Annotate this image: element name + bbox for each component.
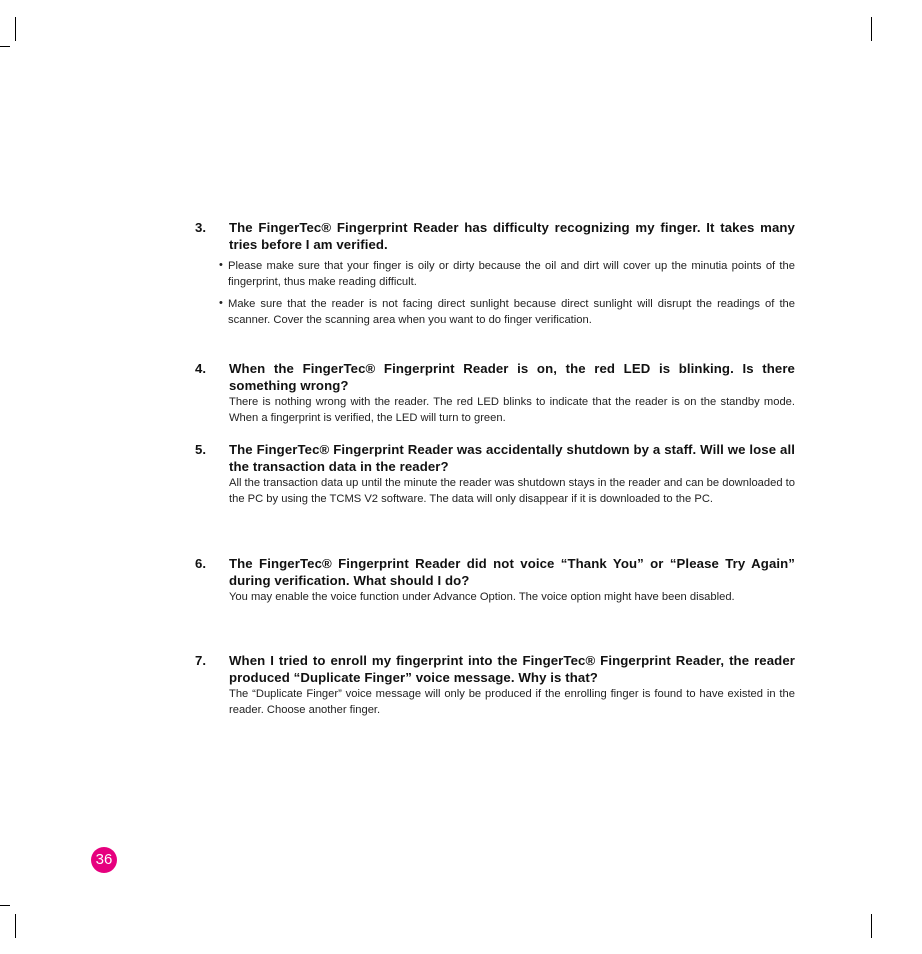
faq-item-4 bbox=[195, 361, 795, 427]
faq-item-5 bbox=[195, 442, 795, 508]
question-text: The FingerTec® Fingerprint Reader has difficulty recognizing my finger. It takes many tries before I am verified. bbox=[229, 220, 795, 252]
answer-text: The “Duplicate Finger” voice message will only be produced if the enrolling finger is found to have existed in the reader. Choose another finger. bbox=[229, 688, 795, 717]
question-number: 5. bbox=[195, 442, 207, 457]
answer-bullet bbox=[219, 296, 795, 329]
crop-mark bbox=[0, 905, 10, 906]
answer-bullets bbox=[219, 258, 795, 328]
question-text: The FingerTec® Fingerprint Reader was accidentally shutdown by a staff. Will we lose all the transaction data in the reader? bbox=[229, 442, 795, 474]
page-number-badge: 36 bbox=[91, 847, 117, 873]
answer-text: All the transaction data up until the minute the reader was shutdown stays in the reader and can be downloaded to the PC by using the TCMS V2 software. The data will only disappear if it is downloaded to the PC. bbox=[229, 477, 795, 506]
question-number: 3. bbox=[195, 220, 207, 235]
bullet-icon: • bbox=[219, 296, 223, 309]
crop-mark bbox=[15, 17, 16, 41]
crop-mark bbox=[871, 914, 872, 938]
faq-item-7 bbox=[195, 653, 795, 719]
answer-text: You may enable the voice function under Advance Option. The voice option might have been disabled. bbox=[229, 591, 735, 603]
crop-mark bbox=[15, 914, 16, 938]
question-heading bbox=[195, 653, 795, 686]
crop-mark bbox=[871, 17, 872, 41]
answer-text: There is nothing wrong with the reader. The red LED blinks to indicate that the reader is on the standby mode. When a fingerprint is verified, the LED will turn to green. bbox=[229, 396, 795, 425]
question-text: When the FingerTec® Fingerprint Reader is on, the red LED is blinking. Is there something wrong? bbox=[229, 361, 795, 393]
question-number: 4. bbox=[195, 361, 207, 376]
bullet-text: Please make sure that your finger is oily or dirty because the oil and dirt will cover up the minutia points of the fingerprint, thus make reading difficult. bbox=[228, 260, 795, 289]
answer-bullet bbox=[219, 258, 795, 291]
bullet-icon: • bbox=[219, 259, 223, 271]
faq-item-6 bbox=[195, 556, 795, 605]
question-heading bbox=[195, 361, 795, 394]
question-heading bbox=[195, 220, 795, 253]
crop-mark bbox=[0, 46, 10, 47]
question-heading bbox=[195, 442, 795, 475]
bullet-text: Make sure that the reader is not facing direct sunlight because direct sunlight will disrupt the readings of the scanner. Cover the scanning area when you want to do finger verification. bbox=[228, 297, 795, 326]
faq-item-3 bbox=[195, 220, 795, 333]
question-heading bbox=[195, 556, 795, 589]
question-number: 7. bbox=[195, 653, 207, 668]
question-text: When I tried to enroll my fingerprint into the FingerTec® Fingerprint Reader, the reader produced “Duplicate Finger” voice message. Why is that? bbox=[229, 653, 795, 685]
question-number: 6. bbox=[195, 556, 207, 571]
question-text: The FingerTec® Fingerprint Reader did not voice “Thank You” or “Please Try Again” during verification. What should I do? bbox=[229, 556, 795, 588]
